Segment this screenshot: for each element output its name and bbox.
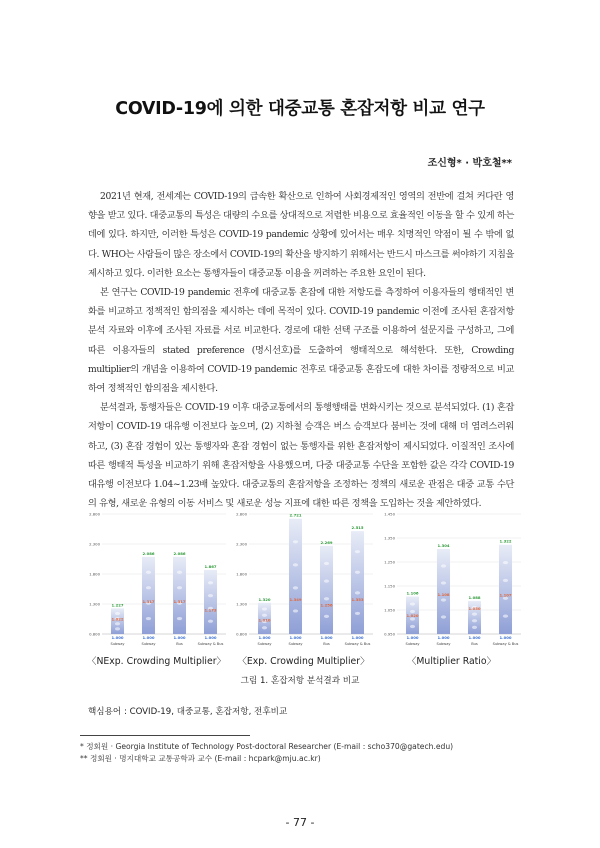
bar-top-label: 1.227 [111, 602, 124, 608]
bar-segment-marker [410, 602, 415, 605]
y-tick-label: 2.300 [236, 541, 247, 547]
bar-top-label: 2.515 [351, 525, 364, 531]
y-tick-label: 0.800 [89, 631, 100, 637]
bar [320, 546, 333, 634]
y-tick-label: 0.800 [236, 631, 247, 637]
chart-nexp-crowding [84, 508, 229, 668]
x-tick-label: Subway [257, 642, 272, 646]
chart-nexp-caption: 〈NExp. Crowding Multiplier〉 [87, 656, 226, 667]
y-tick-label: 1.800 [89, 571, 100, 577]
bar-top-label: 2.086 [173, 550, 186, 556]
bar-segment-marker [503, 561, 508, 564]
chart-multiplier-ratio [379, 508, 524, 668]
bar-mid-label: 1.349 [289, 597, 302, 603]
bar-segment-marker [324, 615, 329, 618]
bar-top-label: 2.086 [142, 550, 155, 556]
bar-top-label: 1.322 [499, 538, 512, 544]
abstract-paragraph-2: 본 연구는 COVID-19 pandemic 전후에 대중교통 혼잡에 대한 저항도를 측정하여 이용자들의 행태적인 변화를 비교하고 정책적인 함의점을 제시하는 데에 목적이 있다. COVID-19 pandemic 이전에 조사된 혼잡저항 분석 자료와 이후에 조사된 자료를 서로 비교한다. 경로에 대한 선택 구조를 이용하여 설문지를 구성하고, 그에 따른 이용자들의 stated preference (명시선호)를 도출하여 행태적으로 해석한다. 또한, Crowding multiplier의 개념을 이용하여 COVID-19 pandemic 전후로 대중교통 혼잡도에 대한 차이를 정량적으로 비교하여 정책적인 함의점을 제시한다. [88, 287, 514, 395]
y-tick-label: 2.800 [236, 511, 247, 517]
y-tick-label: 1.300 [89, 601, 100, 607]
keywords: 핵심용어 : COVID-19, 대중교통, 혼잡저항, 전후비교 [88, 707, 288, 717]
bar [204, 570, 217, 634]
bar-mid-label: 1.317 [142, 598, 155, 604]
chart-nexp-svg [84, 508, 229, 650]
bar [289, 519, 302, 634]
y-tick-label: 1.350 [384, 535, 395, 541]
y-tick-label: 1.450 [384, 511, 395, 517]
y-tick-label: 2.300 [89, 541, 100, 547]
bar [173, 557, 186, 634]
authors: 조신형* · 박호철** [427, 158, 512, 169]
bar-base-label: 1.000 [499, 635, 512, 640]
bar-segment-marker [324, 562, 329, 565]
bar-top-label: 1.867 [204, 563, 217, 569]
figure-caption: 그림 1. 혼잡저항 분석결과 비교 [240, 676, 360, 686]
figure-panel [84, 508, 524, 668]
bar-segment-marker [441, 581, 446, 584]
bar-top-label: 1.088 [468, 594, 481, 600]
y-tick-label: 1.800 [236, 571, 247, 577]
bar-segment-marker [472, 619, 477, 622]
bar-mid-label: 1.010 [258, 617, 271, 623]
bar-segment-marker [293, 586, 298, 589]
bar-segment-marker [262, 607, 267, 610]
bar-segment-marker [503, 615, 508, 618]
bar-segment-marker [441, 598, 446, 601]
bar-mid-label: 1.317 [173, 598, 186, 604]
bar-segment-marker [355, 571, 360, 574]
chart-exp-svg [231, 508, 376, 650]
y-tick-label: 2.800 [89, 511, 100, 517]
bar-segment-marker [208, 594, 213, 597]
y-tick-label: 0.950 [384, 631, 395, 637]
bar-top-label: 1.304 [437, 543, 450, 549]
bar-segment-marker [177, 586, 182, 589]
footnote-1: * 정회원 · Georgia Institute of Technology Post-doctoral Researcher (E-mail : scho370@gatech.edu) [80, 742, 454, 751]
x-tick-label: Bus [176, 642, 183, 646]
bar-mid-label: 1.107 [499, 592, 512, 598]
bar-base-label: 1.000 [406, 635, 419, 640]
x-tick-label: Subway & Bus [344, 642, 371, 646]
bar-segment-marker [441, 615, 446, 618]
bar-base-label: 1.000 [320, 635, 333, 640]
bar-segment-marker [208, 581, 213, 584]
bar-segment-marker [355, 591, 360, 594]
bar-segment-marker [324, 580, 329, 583]
bar-segment-marker [293, 540, 298, 543]
bar-mid-label: 1.022 [111, 616, 124, 622]
bar-base-label: 1.000 [437, 635, 450, 640]
bar [351, 531, 364, 634]
bar-segment-marker [177, 617, 182, 620]
y-tick-label: 1.300 [236, 601, 247, 607]
x-tick-label: Subway [436, 642, 451, 646]
bar-base-label: 1.000 [289, 635, 302, 640]
bar-base-label: 1.000 [204, 635, 217, 640]
y-tick-label: 1.250 [384, 559, 395, 565]
paper-title: COVID-19에 의한 대중교통 혼잡저항 비교 연구 [115, 99, 485, 119]
bar-segment-marker [293, 609, 298, 612]
bar-segment-marker [472, 626, 477, 629]
bar-base-label: 1.000 [111, 635, 124, 640]
bar-segment-marker [208, 620, 213, 623]
bar-segment-marker [472, 613, 477, 616]
bar-segment-marker [115, 612, 120, 615]
bar-top-label: 2.721 [289, 512, 302, 518]
bar-segment-marker [355, 550, 360, 553]
bar-segment-marker [146, 571, 151, 574]
bar [499, 545, 512, 634]
bar-segment-marker [503, 579, 508, 582]
chart-ratio-svg [379, 508, 524, 650]
bar-mid-label: 1.108 [437, 592, 450, 598]
abstract-paragraph-1: 2021년 현재, 전세계는 COVID-19의 급속한 확산으로 인하여 사회경제적인 영역의 전반에 걸쳐 커다란 영향을 받고 있다. 대중교통의 특성은 대량의 수요를 상대적으로 저렴한 비용으로 효율적인 이동을 할 수 있게 하는 데에 있다. 하지만, 이러한 특성은 COVID-19 pandemic 상황에 있어서는 매우 치명적인 약점이 될 수 밖에 없다. WHO는 사람들이 많은 장소에서 COVID-19의 확산을 방지하기 위해서는 반드시 마스크를 써야하기 지침을 제시하고 있다. 이러한 요소는 통행자들이 대중교통 이용을 꺼려하는 주요한 요인이 된다. [88, 191, 514, 279]
y-tick-label: 1.150 [384, 583, 395, 589]
bar-base-label: 1.000 [142, 635, 155, 640]
x-tick-label: Subway [141, 642, 156, 646]
bar [142, 557, 155, 634]
bar-top-label: 1.106 [406, 590, 419, 596]
bar-top-label: 1.320 [258, 596, 271, 602]
bar-top-label: 2.269 [320, 539, 333, 545]
footnotes [80, 741, 453, 765]
footnote-2: ** 정회원 · 명지대학교 교통공학과 교수 (E-mail : hcpark@mju.ac.kr) [80, 754, 321, 763]
footnote-divider [80, 735, 250, 736]
abstract [88, 187, 514, 513]
bar-base-label: 1.000 [173, 635, 186, 640]
x-tick-label: Subway [405, 642, 420, 646]
bar-segment-marker [324, 597, 329, 600]
bar-segment-marker [355, 612, 360, 615]
bar-segment-marker [115, 627, 120, 630]
bar-base-label: 1.000 [258, 635, 271, 640]
abstract-paragraph-3: 분석결과, 통행자들은 COVID-19 이후 대중교통에서의 통행행태를 변화시키는 것으로 분석되었다. (1) 혼잡저항이 COVID-19 대유행 이전보다 높으며, (2) 지하철 승객은 버스 승객보다 붐비는 것에 대해 더 염려스러워하고, (3) 혼잡 경험이 있는 통행자와 혼잡 경험이 없는 통행자를 위한 혼잡저항이 제시되었다. 이질적인 조사에 따른 행태적 특성을 비교하기 위해 혼잡저항을 사용했으며, 다중 대중교통 수단을 포함한 값은 각각 COVID-19 대유행 이전보다 1.04~1.23배 높았다. 대중교통의 혼잡저항을 조정하는 정책의 새로운 관점은 대중 교통 수단의 유형, 새로운 유형의 이동 서비스 및 새로운 성능 지표에 대한 따른 정책을 도입하는 것을 제안하였다. [88, 402, 514, 510]
bar-segment-marker [146, 617, 151, 620]
bar-segment-marker [293, 563, 298, 566]
y-tick-label: 1.050 [384, 607, 395, 613]
bar-segment-marker [410, 625, 415, 628]
x-tick-label: Subway [110, 642, 125, 646]
x-tick-label: Subway & Bus [197, 642, 224, 646]
chart-exp-crowding [231, 508, 376, 668]
bar-base-label: 1.000 [468, 635, 481, 640]
page-number: - 77 - [285, 816, 315, 829]
bar-mid-label: 1.020 [406, 613, 419, 619]
x-tick-label: Bus [471, 642, 478, 646]
bar-mid-label: 1.353 [351, 596, 364, 602]
bar-base-label: 1.000 [351, 635, 364, 640]
bar-segment-marker [115, 622, 120, 625]
bar-mid-label: 1.050 [468, 606, 481, 611]
bar-segment-marker [146, 586, 151, 589]
chart-exp-caption: 〈Exp. Crowding Multiplier〉 [237, 656, 370, 667]
x-tick-label: Subway [288, 642, 303, 646]
bar-mid-label: 1.173 [204, 607, 217, 613]
x-tick-label: Subway & Bus [492, 642, 519, 646]
bar-mid-label: 1.256 [320, 602, 333, 608]
bar-segment-marker [262, 626, 267, 629]
bar-segment-marker [262, 614, 267, 617]
chart-ratio-caption: 〈Multiplier Ratio〉 [407, 656, 496, 667]
x-tick-label: Bus [323, 642, 330, 646]
bar-segment-marker [441, 564, 446, 567]
bar-segment-marker [177, 571, 182, 574]
